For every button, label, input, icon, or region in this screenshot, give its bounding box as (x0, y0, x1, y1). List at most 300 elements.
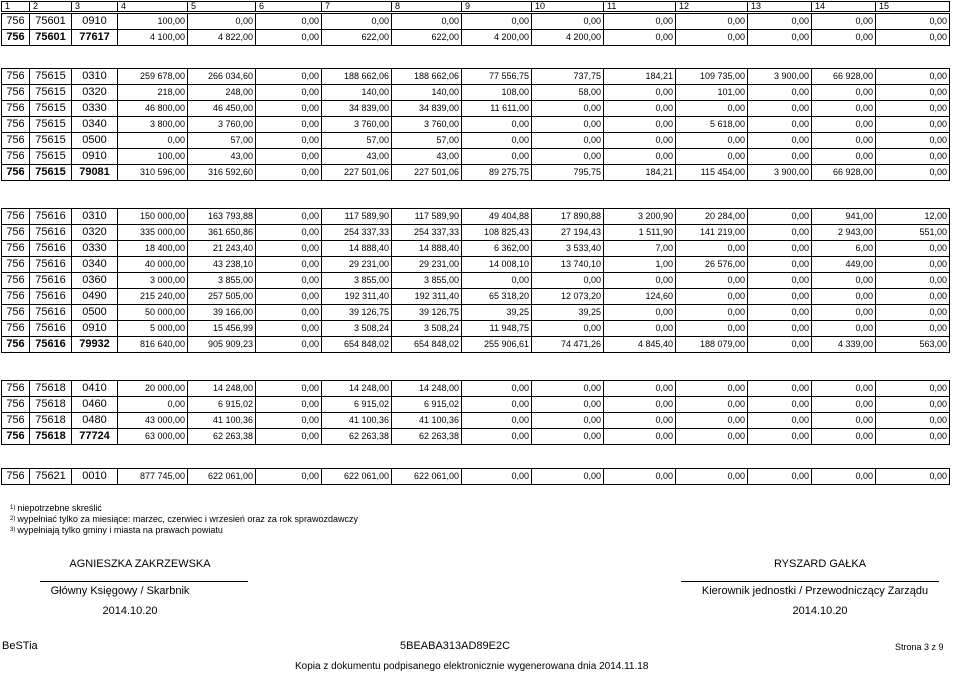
amount-cell: 0,00 (392, 14, 462, 30)
classification-cell: 0310 (72, 209, 118, 225)
amount-cell: 0,00 (462, 273, 532, 289)
amount-cell: 941,00 (812, 209, 876, 225)
amount-cell: 816 640,00 (118, 337, 188, 353)
amount-cell: 0,00 (812, 289, 876, 305)
amount-cell: 0,00 (876, 241, 950, 257)
classification-cell: 75615 (30, 69, 72, 85)
amount-cell: 41 100,36 (392, 413, 462, 429)
amount-cell: 26 576,00 (676, 257, 748, 273)
amount-cell: 4 845,40 (604, 337, 676, 353)
footnote-2 (10, 514, 358, 525)
summary-row (2, 337, 950, 353)
amount-cell: 0,00 (812, 149, 876, 165)
classification-cell: 756 (2, 469, 30, 485)
right-signature-name: RYSZARD GAŁKA (773, 558, 867, 570)
amount-cell: 3 855,00 (188, 273, 256, 289)
summary-row (2, 429, 950, 445)
amount-cell: 0,00 (256, 225, 322, 241)
table-row (2, 469, 950, 485)
amount-cell: 3 760,00 (322, 117, 392, 133)
amount-cell: 0,00 (604, 85, 676, 101)
header-row (2, 2, 950, 12)
amount-cell: 5 618,00 (676, 117, 748, 133)
classification-cell: 756 (2, 305, 30, 321)
amount-cell: 266 034,60 (188, 69, 256, 85)
classification-cell: 0410 (72, 381, 118, 397)
table-row (2, 101, 950, 117)
classification-cell: 756 (2, 273, 30, 289)
amount-cell: 0,00 (256, 85, 322, 101)
amount-cell: 0,00 (532, 413, 604, 429)
amount-cell: 0,00 (748, 305, 812, 321)
amount-cell: 0,00 (256, 209, 322, 225)
amount-cell: 0,00 (876, 381, 950, 397)
amount-cell: 184,21 (604, 69, 676, 85)
classification-cell: 75601 (30, 14, 72, 30)
amount-cell: 101,00 (676, 85, 748, 101)
amount-cell: 0,00 (748, 381, 812, 397)
amount-cell: 115 454,00 (676, 165, 748, 181)
amount-cell: 188 662,06 (322, 69, 392, 85)
amount-cell: 0,00 (532, 469, 604, 485)
amount-cell: 0,00 (812, 133, 876, 149)
amount-cell: 0,00 (876, 469, 950, 485)
column-number: 10 (532, 2, 604, 12)
amount-cell: 0,00 (748, 337, 812, 353)
amount-cell: 0,00 (532, 397, 604, 413)
amount-cell: 0,00 (876, 85, 950, 101)
classification-cell: 756 (2, 14, 30, 30)
table-row (2, 69, 950, 85)
amount-cell: 0,00 (532, 14, 604, 30)
amount-cell: 4 200,00 (532, 30, 604, 46)
amount-cell: 43 000,00 (118, 413, 188, 429)
amount-cell: 0,00 (532, 321, 604, 337)
amount-cell: 0,00 (462, 397, 532, 413)
footnote-mark: 2) (10, 516, 16, 522)
classification-cell: 756 (2, 337, 30, 353)
left-signature-name: AGNIESZKA ZAKRZEWSKA (69, 558, 211, 570)
classification-cell: 75616 (30, 337, 72, 353)
amount-cell: 0,00 (876, 397, 950, 413)
amount-cell: 218,00 (118, 85, 188, 101)
table-row (2, 14, 950, 30)
table-row (2, 241, 950, 257)
amount-cell: 62 263,38 (392, 429, 462, 445)
amount-cell: 0,00 (676, 149, 748, 165)
column-number: 2 (30, 2, 72, 12)
footer-app-name: BeSTia (2, 640, 38, 652)
amount-cell: 0,00 (256, 413, 322, 429)
table-row (2, 225, 950, 241)
amount-cell: 41 100,36 (188, 413, 256, 429)
amount-cell: 0,00 (256, 117, 322, 133)
amount-cell: 14 888,40 (392, 241, 462, 257)
amount-cell: 3 760,00 (392, 117, 462, 133)
amount-cell: 215 240,00 (118, 289, 188, 305)
amount-cell: 46 450,00 (188, 101, 256, 117)
amount-cell: 0,00 (812, 14, 876, 30)
amount-cell: 0,00 (812, 381, 876, 397)
classification-cell: 0480 (72, 413, 118, 429)
amount-cell: 57,00 (188, 133, 256, 149)
amount-cell: 39,25 (462, 305, 532, 321)
column-number: 9 (462, 2, 532, 12)
classification-cell: 0330 (72, 241, 118, 257)
amount-cell: 654 848,02 (392, 337, 462, 353)
right-signature-date: 2014.10.20 (792, 605, 848, 617)
amount-cell: 63 000,00 (118, 429, 188, 445)
amount-cell: 0,00 (748, 14, 812, 30)
amount-cell: 0,00 (876, 101, 950, 117)
table-row (2, 117, 950, 133)
amount-cell: 124,60 (604, 289, 676, 305)
classification-cell: 0490 (72, 289, 118, 305)
amount-cell: 0,00 (256, 337, 322, 353)
amount-cell: 0,00 (532, 273, 604, 289)
classification-cell: 75616 (30, 273, 72, 289)
amount-cell: 0,00 (604, 30, 676, 46)
amount-cell: 0,00 (876, 429, 950, 445)
amount-cell: 0,00 (604, 101, 676, 117)
classification-cell: 0500 (72, 133, 118, 149)
table-row (2, 149, 950, 165)
amount-cell: 248,00 (188, 85, 256, 101)
amount-cell: 108,00 (462, 85, 532, 101)
amount-cell: 0,00 (462, 429, 532, 445)
amount-cell: 192 311,40 (392, 289, 462, 305)
amount-cell: 0,00 (532, 117, 604, 133)
classification-cell: 756 (2, 69, 30, 85)
classification-cell: 0310 (72, 69, 118, 85)
amount-cell: 0,00 (604, 381, 676, 397)
amount-cell: 6 362,00 (462, 241, 532, 257)
classification-cell: 79081 (72, 165, 118, 181)
classification-cell: 0910 (72, 321, 118, 337)
column-number: 5 (188, 2, 256, 12)
amount-cell: 0,00 (876, 117, 950, 133)
amount-cell: 0,00 (876, 149, 950, 165)
classification-cell: 756 (2, 30, 30, 46)
amount-cell: 74 471,26 (532, 337, 604, 353)
amount-cell: 0,00 (604, 429, 676, 445)
amount-cell: 0,00 (188, 14, 256, 30)
classification-cell: 75601 (30, 30, 72, 46)
classification-cell: 756 (2, 149, 30, 165)
classification-cell: 75615 (30, 101, 72, 117)
amount-cell: 0,00 (876, 305, 950, 321)
amount-cell: 0,00 (256, 69, 322, 85)
column-number: 1 (2, 2, 30, 12)
amount-cell: 0,00 (876, 273, 950, 289)
amount-cell: 0,00 (812, 305, 876, 321)
column-number: 13 (748, 2, 812, 12)
amount-cell: 2 943,00 (812, 225, 876, 241)
footer-document-id: 5BEABA313AD89E2C (400, 640, 511, 652)
amount-cell: 109 735,00 (676, 69, 748, 85)
amount-cell: 0,00 (256, 30, 322, 46)
amount-cell: 0,00 (748, 85, 812, 101)
amount-cell: 0,00 (676, 241, 748, 257)
classification-cell: 75616 (30, 209, 72, 225)
classification-cell: 0460 (72, 397, 118, 413)
classification-cell: 77617 (72, 30, 118, 46)
amount-cell: 150 000,00 (118, 209, 188, 225)
amount-cell: 257 505,00 (188, 289, 256, 305)
classification-cell: 756 (2, 241, 30, 257)
amount-cell: 14 888,40 (322, 241, 392, 257)
amount-cell: 0,00 (532, 101, 604, 117)
amount-cell: 39 126,75 (392, 305, 462, 321)
amount-cell: 4 822,00 (188, 30, 256, 46)
amount-cell: 0,00 (812, 413, 876, 429)
amount-cell: 62 263,38 (188, 429, 256, 445)
amount-cell: 0,00 (876, 14, 950, 30)
amount-cell: 12 073,20 (532, 289, 604, 305)
amount-cell: 3 000,00 (118, 273, 188, 289)
table-row (2, 397, 950, 413)
amount-cell: 361 650,86 (188, 225, 256, 241)
amount-cell: 140,00 (322, 85, 392, 101)
amount-cell: 0,00 (748, 209, 812, 225)
right-signature-role: Kierownik jednostki / Przewodniczący Zarządu (701, 585, 929, 597)
amount-cell: 0,00 (322, 14, 392, 30)
data-block (1, 468, 950, 485)
amount-cell: 3 508,24 (322, 321, 392, 337)
amount-cell: 0,00 (604, 413, 676, 429)
classification-cell: 756 (2, 133, 30, 149)
amount-cell: 15 456,99 (188, 321, 256, 337)
data-block (1, 380, 950, 445)
amount-cell: 0,00 (812, 85, 876, 101)
amount-cell: 0,00 (604, 321, 676, 337)
amount-cell: 14 008,10 (462, 257, 532, 273)
amount-cell: 0,00 (256, 305, 322, 321)
classification-cell: 75616 (30, 241, 72, 257)
amount-cell: 0,00 (676, 133, 748, 149)
amount-cell: 3 200,90 (604, 209, 676, 225)
amount-cell: 0,00 (812, 30, 876, 46)
left-signature-date: 2014.10.20 (102, 605, 158, 617)
amount-cell: 0,00 (462, 381, 532, 397)
amount-cell: 622,00 (322, 30, 392, 46)
amount-cell: 0,00 (532, 133, 604, 149)
column-number: 12 (676, 2, 748, 12)
amount-cell: 0,00 (256, 429, 322, 445)
footnote-text: niepotrzebne skreślić (17, 503, 102, 513)
amount-cell: 6 915,02 (322, 397, 392, 413)
amount-cell: 141 219,00 (676, 225, 748, 241)
classification-cell: 75621 (30, 469, 72, 485)
amount-cell: 0,00 (812, 397, 876, 413)
amount-cell: 0,00 (676, 413, 748, 429)
amount-cell: 0,00 (532, 149, 604, 165)
amount-cell: 0,00 (256, 289, 322, 305)
amount-cell: 39 126,75 (322, 305, 392, 321)
amount-cell: 0,00 (118, 397, 188, 413)
amount-cell: 0,00 (812, 469, 876, 485)
amount-cell: 3 508,24 (392, 321, 462, 337)
column-number: 7 (322, 2, 392, 12)
amount-cell: 43 238,10 (188, 257, 256, 273)
classification-cell: 75615 (30, 165, 72, 181)
amount-cell: 3 533,40 (532, 241, 604, 257)
amount-cell: 259 678,00 (118, 69, 188, 85)
classification-cell: 0500 (72, 305, 118, 321)
amount-cell: 0,00 (604, 469, 676, 485)
footnote-mark: 3) (10, 527, 16, 533)
footnotes (10, 503, 358, 536)
amount-cell: 254 337,33 (392, 225, 462, 241)
amount-cell: 0,00 (676, 30, 748, 46)
table-row (2, 381, 950, 397)
amount-cell: 21 243,40 (188, 241, 256, 257)
amount-cell: 3 900,00 (748, 69, 812, 85)
classification-cell: 756 (2, 209, 30, 225)
amount-cell: 0,00 (676, 273, 748, 289)
amount-cell: 0,00 (532, 429, 604, 445)
classification-cell: 0320 (72, 225, 118, 241)
classification-cell: 756 (2, 321, 30, 337)
classification-cell: 75615 (30, 117, 72, 133)
amount-cell: 65 318,20 (462, 289, 532, 305)
amount-cell: 100,00 (118, 14, 188, 30)
amount-cell: 0,00 (812, 273, 876, 289)
amount-cell: 0,00 (256, 133, 322, 149)
amount-cell: 0,00 (748, 101, 812, 117)
amount-cell: 0,00 (676, 14, 748, 30)
amount-cell: 0,00 (256, 14, 322, 30)
summary-row (2, 165, 950, 181)
amount-cell: 184,21 (604, 165, 676, 181)
amount-cell: 0,00 (812, 321, 876, 337)
amount-cell: 140,00 (392, 85, 462, 101)
classification-cell: 756 (2, 413, 30, 429)
classification-cell: 0320 (72, 85, 118, 101)
amount-cell: 13 740,10 (532, 257, 604, 273)
amount-cell: 3 800,00 (118, 117, 188, 133)
amount-cell: 0,00 (748, 133, 812, 149)
classification-cell: 75618 (30, 381, 72, 397)
classification-cell: 756 (2, 397, 30, 413)
amount-cell: 0,00 (256, 397, 322, 413)
data-block (1, 208, 950, 353)
footer-page-number: Strona 3 z 9 (895, 642, 944, 652)
classification-cell: 756 (2, 429, 30, 445)
amount-cell: 0,00 (876, 69, 950, 85)
footnote-1 (10, 503, 358, 514)
amount-cell: 0,00 (748, 273, 812, 289)
amount-cell: 0,00 (256, 321, 322, 337)
footnote-mark: 1) (10, 505, 16, 511)
table-row (2, 273, 950, 289)
amount-cell: 6,00 (812, 241, 876, 257)
amount-cell: 0,00 (676, 469, 748, 485)
amount-cell: 0,00 (604, 397, 676, 413)
amount-cell: 622,00 (392, 30, 462, 46)
column-number: 8 (392, 2, 462, 12)
classification-cell: 756 (2, 257, 30, 273)
amount-cell: 20 000,00 (118, 381, 188, 397)
amount-cell: 0,00 (604, 305, 676, 321)
summary-row (2, 30, 950, 46)
left-signature-role: Główny Księgowy / Skarbnik (50, 585, 190, 597)
amount-cell: 0,00 (676, 289, 748, 305)
amount-cell: 43,00 (322, 149, 392, 165)
right-signature-line (681, 581, 939, 582)
amount-cell: 3 760,00 (188, 117, 256, 133)
data-block (1, 13, 950, 46)
amount-cell: 43,00 (188, 149, 256, 165)
amount-cell: 14 248,00 (188, 381, 256, 397)
classification-cell: 75618 (30, 397, 72, 413)
amount-cell: 34 839,00 (392, 101, 462, 117)
amount-cell: 192 311,40 (322, 289, 392, 305)
amount-cell: 0,00 (812, 117, 876, 133)
table-row (2, 257, 950, 273)
amount-cell: 6 915,02 (392, 397, 462, 413)
amount-cell: 3 855,00 (322, 273, 392, 289)
amount-cell: 0,00 (748, 397, 812, 413)
amount-cell: 0,00 (876, 257, 950, 273)
amount-cell: 57,00 (322, 133, 392, 149)
amount-cell: 50 000,00 (118, 305, 188, 321)
classification-cell: 75616 (30, 305, 72, 321)
amount-cell: 0,00 (676, 397, 748, 413)
amount-cell: 7,00 (604, 241, 676, 257)
amount-cell: 0,00 (256, 469, 322, 485)
amount-cell: 0,00 (604, 117, 676, 133)
amount-cell: 0,00 (876, 165, 950, 181)
amount-cell: 0,00 (748, 321, 812, 337)
amount-cell: 4 100,00 (118, 30, 188, 46)
amount-cell: 0,00 (118, 133, 188, 149)
amount-cell: 4 200,00 (462, 30, 532, 46)
amount-cell: 1 511,90 (604, 225, 676, 241)
classification-cell: 75616 (30, 289, 72, 305)
classification-cell: 756 (2, 289, 30, 305)
classification-cell: 79932 (72, 337, 118, 353)
amount-cell: 310 596,00 (118, 165, 188, 181)
amount-cell: 100,00 (118, 149, 188, 165)
amount-cell: 0,00 (676, 101, 748, 117)
classification-cell: 756 (2, 225, 30, 241)
amount-cell: 0,00 (256, 149, 322, 165)
amount-cell: 0,00 (676, 305, 748, 321)
amount-cell: 34 839,00 (322, 101, 392, 117)
amount-cell: 0,00 (876, 413, 950, 429)
amount-cell: 449,00 (812, 257, 876, 273)
amount-cell: 18 400,00 (118, 241, 188, 257)
amount-cell: 0,00 (604, 149, 676, 165)
table-row (2, 133, 950, 149)
amount-cell: 0,00 (748, 241, 812, 257)
amount-cell: 0,00 (748, 117, 812, 133)
amount-cell: 622 061,00 (322, 469, 392, 485)
amount-cell: 905 909,23 (188, 337, 256, 353)
classification-cell: 75616 (30, 321, 72, 337)
amount-cell: 622 061,00 (392, 469, 462, 485)
amount-cell: 40 000,00 (118, 257, 188, 273)
amount-cell: 3 900,00 (748, 165, 812, 181)
amount-cell: 163 793,88 (188, 209, 256, 225)
amount-cell: 27 194,43 (532, 225, 604, 241)
amount-cell: 737,75 (532, 69, 604, 85)
classification-cell: 75615 (30, 133, 72, 149)
amount-cell: 14 248,00 (322, 381, 392, 397)
amount-cell: 0,00 (876, 30, 950, 46)
amount-cell: 0,00 (812, 101, 876, 117)
